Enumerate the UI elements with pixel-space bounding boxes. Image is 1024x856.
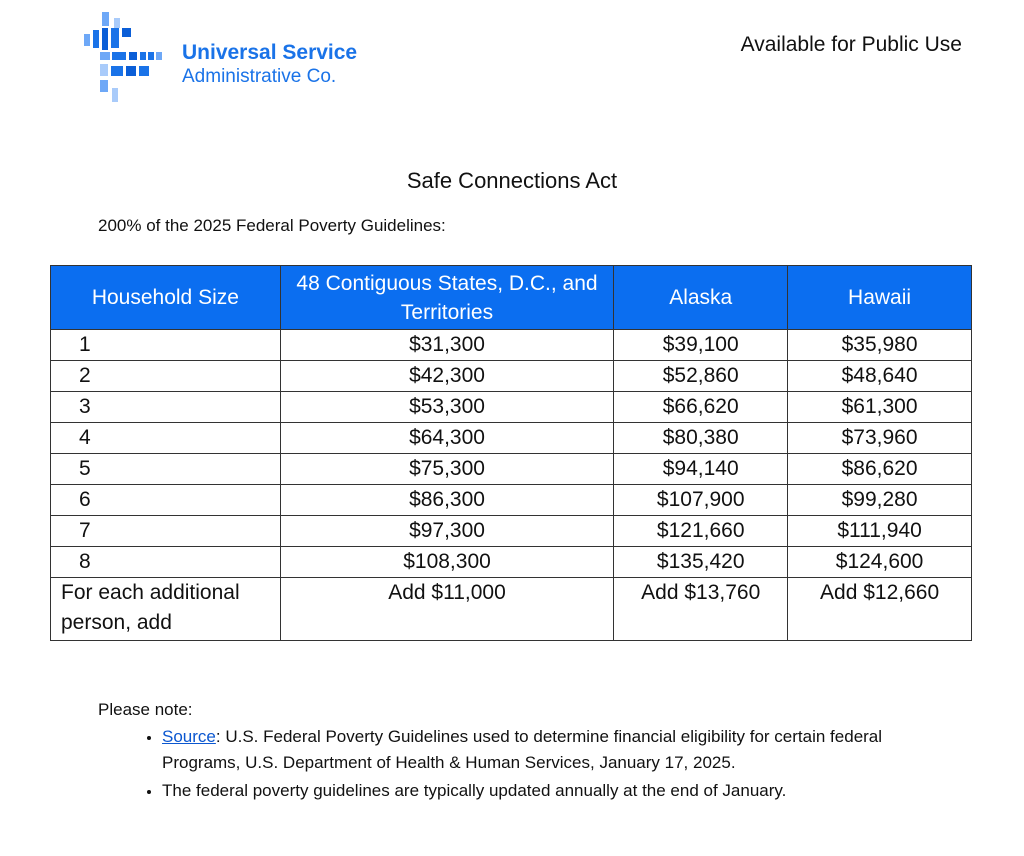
source-link[interactable]: Source xyxy=(162,727,216,746)
household-size-cell: 8 xyxy=(51,547,281,578)
household-size-cell: 7 xyxy=(51,516,281,547)
alaska-additional-cell: Add $13,760 xyxy=(614,578,788,641)
table-row xyxy=(51,330,972,361)
contiguous-income-cell: $31,300 xyxy=(280,330,614,361)
usac-logo xyxy=(76,8,376,112)
household-size-cell: 2 xyxy=(51,361,281,392)
alaska-income-cell: $135,420 xyxy=(614,547,788,578)
column-header-hawaii: Hawaii xyxy=(788,266,972,330)
notes-heading: Please note: xyxy=(98,700,193,719)
contiguous-income-cell: $97,300 xyxy=(280,516,614,547)
hawaii-income-cell: $111,940 xyxy=(788,516,972,547)
column-header-household-size: Household Size xyxy=(51,266,281,330)
table-row xyxy=(51,485,972,516)
list-item xyxy=(162,724,922,776)
table-row xyxy=(51,547,972,578)
logo-name-line1: Universal Service xyxy=(182,41,358,64)
usac-logo-icon xyxy=(76,8,176,112)
hawaii-income-cell: $35,980 xyxy=(788,330,972,361)
contiguous-income-cell: $42,300 xyxy=(280,361,614,392)
contiguous-income-cell: $64,300 xyxy=(280,423,614,454)
column-header-alaska: Alaska xyxy=(614,266,788,330)
table-row xyxy=(51,454,972,485)
table-header-row xyxy=(51,266,972,330)
table-row xyxy=(51,392,972,423)
table-row-additional-person xyxy=(51,578,972,641)
table-caption: 200% of the 2025 Federal Poverty Guidelines: xyxy=(98,216,446,235)
contiguous-income-cell: $75,300 xyxy=(280,454,614,485)
alaska-income-cell: $94,140 xyxy=(614,454,788,485)
household-size-cell: 3 xyxy=(51,392,281,423)
alaska-income-cell: $107,900 xyxy=(614,485,788,516)
hawaii-income-cell: $61,300 xyxy=(788,392,972,423)
table-row xyxy=(51,361,972,392)
logo-name-line2: Administrative Co. xyxy=(182,66,337,87)
update-note: The federal poverty guidelines are typically updated annually at the end of January. xyxy=(162,781,787,800)
poverty-guidelines-table xyxy=(50,265,972,641)
alaska-income-cell: $80,380 xyxy=(614,423,788,454)
contiguous-income-cell: $53,300 xyxy=(280,392,614,423)
source-description: : U.S. Federal Poverty Guidelines used to determine financial eligibility for certain federal Programs, U.S. Department of Health & Human Services, January 17, 2025. xyxy=(162,727,883,772)
table-row xyxy=(51,516,972,547)
hawaii-income-cell: $99,280 xyxy=(788,485,972,516)
contiguous-additional-cell: Add $11,000 xyxy=(280,578,614,641)
household-size-cell: 5 xyxy=(51,454,281,485)
alaska-income-cell: $52,860 xyxy=(614,361,788,392)
logo-wordmark xyxy=(182,41,357,89)
additional-person-label: For each additional person, add xyxy=(51,578,281,641)
hawaii-additional-cell: Add $12,660 xyxy=(788,578,972,641)
alaska-income-cell: $39,100 xyxy=(614,330,788,361)
household-size-cell: 4 xyxy=(51,423,281,454)
hawaii-income-cell: $48,640 xyxy=(788,361,972,392)
alaska-income-cell: $66,620 xyxy=(614,392,788,423)
table-row xyxy=(51,423,972,454)
column-header-contiguous-states: 48 Contiguous States, D.C., and Territories xyxy=(280,266,614,330)
hawaii-income-cell: $73,960 xyxy=(788,423,972,454)
household-size-cell: 6 xyxy=(51,485,281,516)
list-item xyxy=(162,778,922,804)
notes-section xyxy=(98,700,922,806)
contiguous-income-cell: $86,300 xyxy=(280,485,614,516)
hawaii-income-cell: $86,620 xyxy=(788,454,972,485)
alaska-income-cell: $121,660 xyxy=(614,516,788,547)
page-title: Safe Connections Act xyxy=(406,168,618,193)
household-size-cell: 1 xyxy=(51,330,281,361)
hawaii-income-cell: $124,600 xyxy=(788,547,972,578)
contiguous-income-cell: $108,300 xyxy=(280,547,614,578)
availability-label: Available for Public Use xyxy=(740,33,962,56)
notes-list xyxy=(98,724,922,804)
